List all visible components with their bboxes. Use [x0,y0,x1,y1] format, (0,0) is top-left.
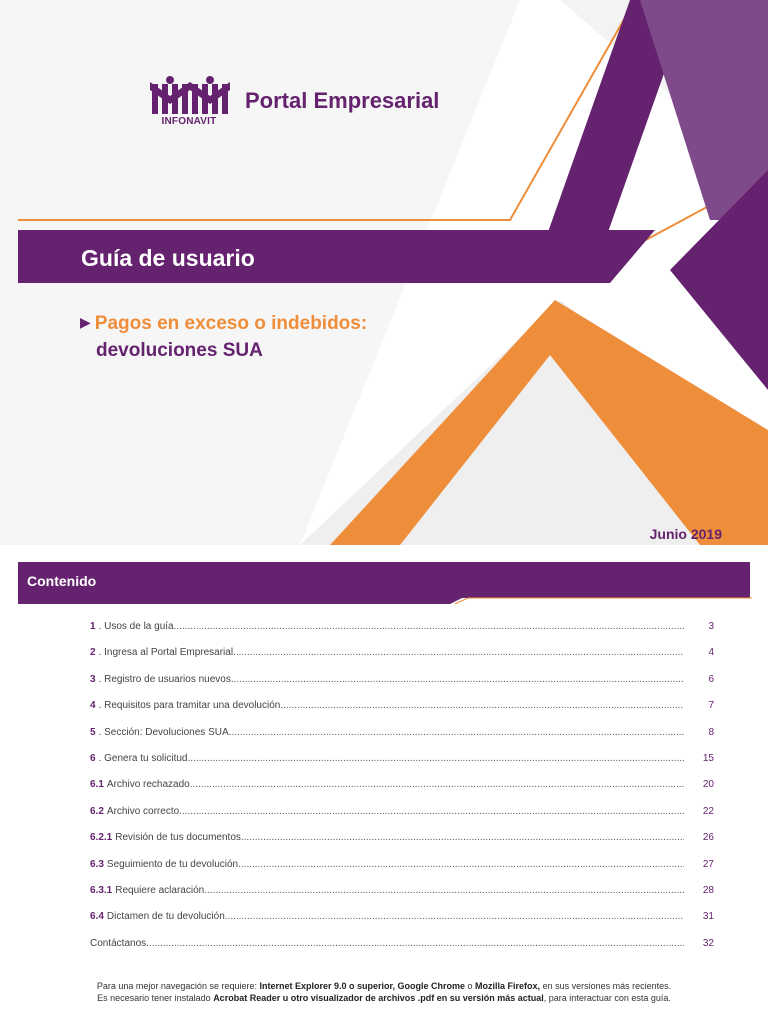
toc-item-page: 20 [702,779,714,791]
portal-title: Portal Empresarial [245,88,440,113]
toc-leader-dots [280,700,684,711]
toc-item-label: Contáctanos [90,937,147,949]
toc-item-page: 15 [702,752,714,764]
toc-leader-dots [233,647,684,658]
toc-item-page: 27 [702,858,714,870]
footer-line-1: Para una mejor navegación se requiere: Internet Explorer 9.0 o superior, Google Chrome o Mozilla Firefox, en sus versiones más recientes. [96,981,672,991]
toc-item-page: 4 [708,647,714,659]
toc-leader-dots [241,832,684,843]
toc-item-number: 1 [90,621,96,632]
toc-item[interactable] [90,832,714,858]
toc-item-number: 6.1 [90,779,104,791]
toc-item-label: . Registro de usuarios nuevos [98,673,231,685]
subtitle-line1: Pagos en exceso o indebidos: [94,313,368,334]
toc-item[interactable] [90,938,714,964]
toc-item[interactable] [90,647,714,673]
toc-item-label: Archivo rechazado [106,779,190,791]
toc-item-label: . Requisitos para tramitar una devolución [98,700,281,712]
toc-item[interactable] [90,806,714,832]
toc-leader-dots [179,806,684,817]
guide-title: Guía de usuario [81,245,255,271]
toc-item-page: 32 [702,937,714,949]
toc-item-page: 28 [702,884,714,896]
logo-text: INFONAVIT [161,116,217,127]
toc-item-label: Dictamen de tu devolución [106,911,225,923]
toc-item-number: 5 [90,726,96,738]
toc-item[interactable] [90,911,714,937]
toc-item-label: . Ingresa al Portal Empresarial [98,647,234,659]
toc-item[interactable] [90,779,714,805]
toc-item-number: 6.2 [90,805,104,817]
toc-leader-dots [188,753,685,764]
toc-leader-dots [229,727,684,738]
toc-item-page: 6 [708,673,714,685]
footer-line-2: Es necesario tener instalado Acrobat Reader u otro visualizador de archivos .pdf en su versión más actual, para interactuar con esta guía. [97,993,671,1003]
toc-item-label: Requiere aclaración [115,884,205,896]
toc-item-page: 22 [702,805,714,817]
contents-title: Contenido [27,573,97,589]
toc-item-label: . Sección: Devoluciones SUA [98,726,229,738]
toc-leader-dots [225,911,684,922]
toc-item[interactable] [90,700,714,726]
toc-item-number: 6.4 [90,911,104,923]
toc-leader-dots [238,859,684,870]
toc-item[interactable] [90,727,714,753]
toc-item-number: 4 [90,700,96,712]
toc-leader-dots [190,779,684,790]
toc-item-number: 6.2.1 [90,832,113,844]
toc-item[interactable] [90,859,714,885]
toc-leader-dots [204,885,684,896]
footer-note [0,980,768,1004]
contents-header-bar [0,558,768,608]
toc-item-label: . Genera tu solicitud [98,752,188,764]
toc-item-number: 3 [90,673,96,685]
toc-item-page: 26 [702,832,714,844]
toc-item-page: 7 [708,700,714,712]
table-of-contents [90,621,714,964]
subtitle-line2: devoluciones SUA [96,340,263,361]
toc-item[interactable] [90,753,714,779]
toc-item[interactable] [90,885,714,911]
toc-item-page: 3 [708,621,714,632]
toc-item-label: . Usos de la guía [98,621,174,632]
toc-item-label: Seguimiento de tu devolución [106,858,239,870]
toc-item-number: 6.3 [90,858,104,870]
toc-item-number: 2 [90,647,96,659]
toc-item-page: 31 [702,911,714,923]
toc-leader-dots [174,621,684,632]
toc-item-label: Revisión de tus documentos [115,832,241,844]
toc-item-number: 6.3.1 [90,884,113,896]
triangle-bullet-icon: ▶ [80,314,91,330]
guide-subtitle [80,309,367,364]
toc-leader-dots [146,938,684,949]
toc-item-label: Archivo correcto [106,805,180,817]
toc-item-page: 8 [708,726,714,738]
toc-item[interactable] [90,674,714,700]
toc-item[interactable] [90,621,714,647]
publication-date: Junio 2019 [649,526,722,542]
toc-item-number: 6 [90,752,96,764]
toc-leader-dots [231,674,684,685]
